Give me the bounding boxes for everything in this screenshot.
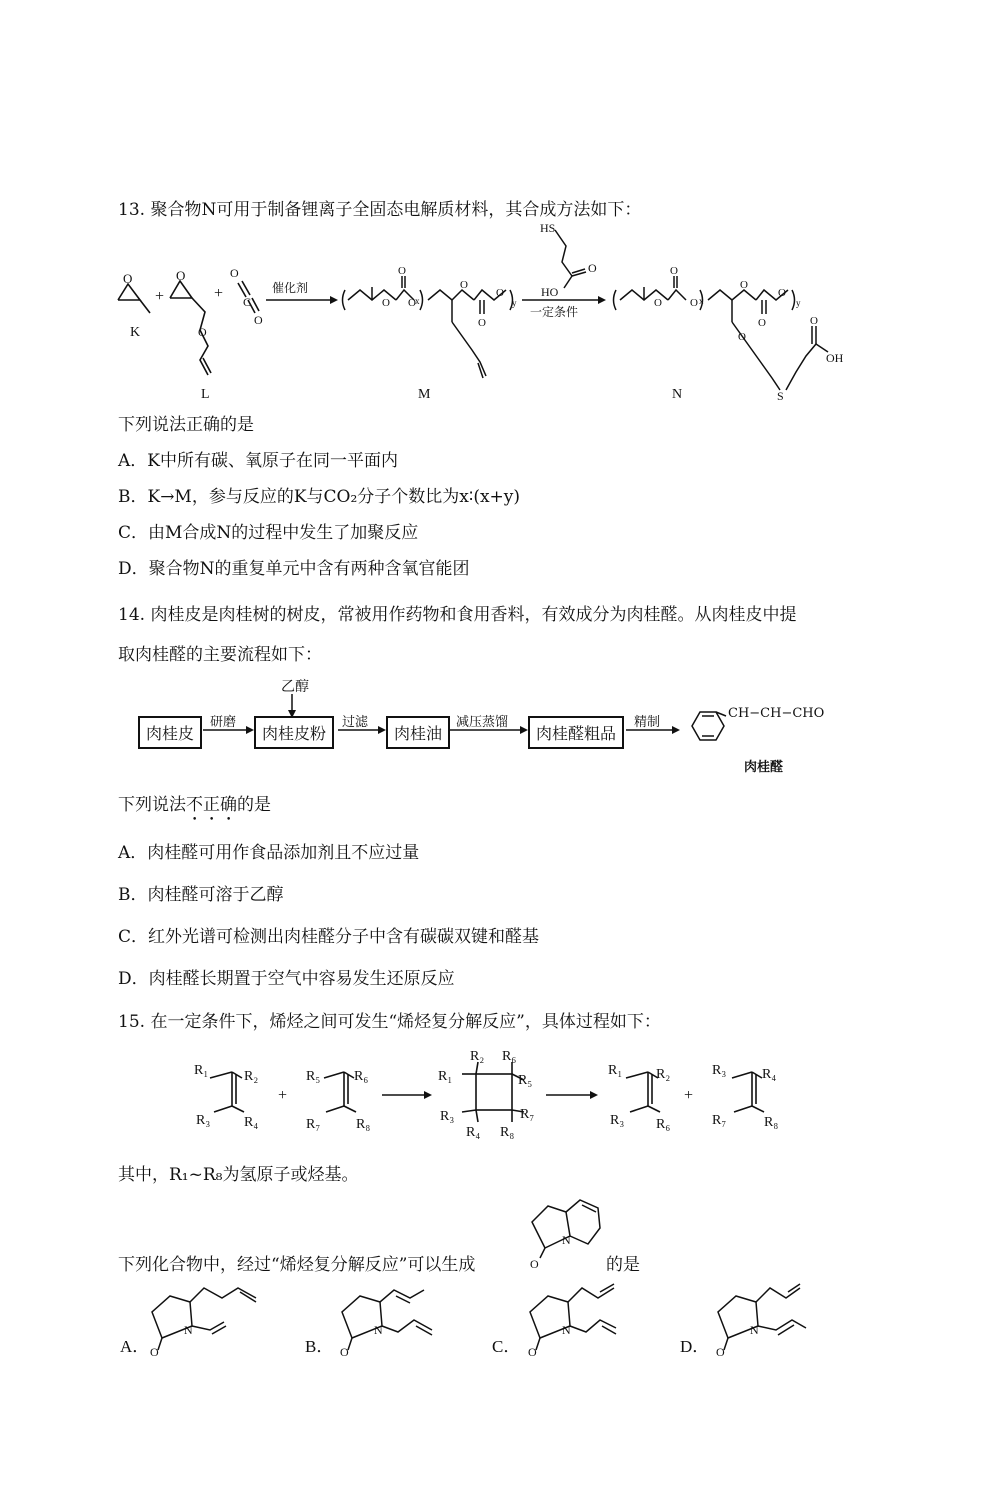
svg-text:O: O [528,1345,537,1359]
svg-text:R₂: R₂ [244,1069,259,1084]
svg-text:O: O [670,265,678,277]
svg-text:R₈: R₈ [356,1117,371,1132]
option-a-label: A． [120,1337,150,1356]
svg-text:R₇: R₇ [306,1117,321,1132]
q14-stem-line2: 取肉桂醛的主要流程如下： [118,645,322,665]
cinnamaldehyde-formula: CH−CH−CHO [728,706,825,721]
q14-option-a: A．肉桂醛可用作食品添加剂且不应过量 [118,843,420,863]
q15-question: 下列化合物中，经过“烯烃复分解反应”可以生成 [118,1255,476,1275]
svg-text:y: y [512,298,517,308]
svg-text:R₂: R₂ [656,1067,671,1082]
svg-text:O: O [340,1345,349,1359]
svg-text:R₁: R₁ [194,1063,209,1078]
q14-stem-line1: 14. 肉桂皮是肉桂树的树皮，常被用作药物和食用香料，有效成分为肉桂醛。从肉桂皮中提 [118,605,797,625]
svg-text:O: O [496,287,504,299]
svg-text:O: O [460,279,468,291]
svg-text:R₃: R₃ [610,1113,625,1128]
q15-stem: 15. 在一定条件下，烯烃之间可发生“烯烃复分解反应”，具体过程如下： [118,1012,661,1032]
svg-text:R₇: R₇ [520,1107,535,1122]
svg-text:O: O [408,297,416,309]
svg-text:N: N [184,1323,193,1337]
q14-option-b: B．肉桂醛可溶于乙醇 [118,885,284,905]
emphasis-not-correct: 不正确 [186,795,237,815]
svg-text:R₅: R₅ [518,1073,533,1088]
svg-text:O: O [176,268,186,283]
svg-text:N: N [562,1233,571,1247]
svg-text:R₄: R₄ [762,1067,777,1082]
svg-text:O: O [810,315,818,327]
arrow-label-refine: 精制 [634,715,661,730]
svg-text:HS: HS [540,221,556,235]
catalyst-label: 催化剂 [272,281,309,295]
plus-2: + [214,285,224,302]
svg-text:O: O [738,331,746,343]
svg-text:O: O [716,1345,725,1359]
svg-text:y: y [796,298,801,308]
svg-text:R₁: R₁ [608,1063,623,1078]
svg-text:R₃: R₃ [196,1113,211,1128]
condition-label: 一定条件 [530,305,579,319]
q13-stem: 13. 聚合物N可用于制备锂离子全固态电解质材料，其合成方法如下： [118,200,642,220]
arrow-label-filter: 过滤 [342,715,369,730]
svg-text:x: x [415,296,420,306]
svg-text:O: O [588,261,597,275]
ethanol-label: 乙醇 [281,679,309,695]
flow-box-cinnamon-oil: 肉桂油 [386,716,450,749]
svg-text:R₄: R₄ [466,1125,481,1140]
svg-text:R₇: R₇ [712,1113,727,1128]
option-b-label: B． [305,1337,334,1356]
q15-question-suffix: 的是 [606,1255,640,1275]
label-L: L [201,387,210,402]
svg-text:O: O [254,313,263,327]
svg-text:O: O [740,279,748,291]
svg-text:O: O [198,325,207,339]
label-OH: OH [826,351,844,365]
q13-option-c: C．由M合成N的过程中发生了加聚反应 [118,523,419,543]
label-K: K [130,325,141,340]
flow-box-cinnamon-powder: 肉桂皮粉 [254,716,334,749]
svg-text:O: O [478,317,486,329]
flow-box-cinnamon-bark: 肉桂皮 [138,716,202,749]
q15-note: 其中，R₁~R₈为氢原子或烃基。 [118,1165,359,1185]
arrow-label-distill: 减压蒸馏 [456,715,509,730]
svg-text:R₃: R₃ [712,1063,727,1078]
plus-1: + [155,288,165,305]
svg-text:R₄: R₄ [244,1115,259,1130]
svg-text:R₆: R₆ [656,1117,671,1132]
svg-text:R₅: R₅ [306,1069,321,1084]
svg-text:O: O [382,297,390,309]
svg-text:+: + [278,1087,288,1104]
svg-text:R₁: R₁ [438,1069,453,1084]
cinnamaldehyde-label: 肉桂醛 [744,760,784,775]
svg-text:C: C [243,295,252,309]
option-c-label: C． [492,1337,521,1356]
label-N: N [672,387,683,402]
svg-text:N: N [562,1323,571,1337]
svg-text:O: O [530,1257,539,1271]
q13-option-d: D．聚合物N的重复单元中含有两种含氧官能团 [118,559,470,579]
svg-text:N: N [750,1323,759,1337]
svg-text:R₈: R₈ [764,1115,779,1130]
svg-text:R₆: R₆ [354,1069,369,1084]
svg-text:x: x [699,296,704,306]
q14-option-d: D．肉桂醛长期置于空气中容易发生还原反应 [118,969,455,989]
svg-text:O: O [654,297,662,309]
flow-box-crude-product: 肉桂醛粗品 [528,716,624,749]
svg-text:N: N [374,1323,383,1337]
arrow-label-grind: 研磨 [210,715,237,730]
svg-text:O: O [150,1345,159,1359]
svg-text:O: O [230,266,239,280]
q13-option-a: A．K中所有碳、氧原子在同一平面内 [118,451,398,471]
svg-text:+: + [684,1087,694,1104]
svg-text:R₈: R₈ [500,1125,515,1140]
svg-text:R₂: R₂ [470,1049,485,1064]
k-oxygen-atom: O [123,271,133,286]
q14-option-c: C．红外光谱可检测出肉桂醛分子中含有碳碳双键和醛基 [118,927,540,947]
q13-option-b: B．K→M，参与反应的K与CO₂分子个数比为x∶(x+y) [118,487,521,507]
svg-text:R₆: R₆ [502,1049,517,1064]
svg-text:R₃: R₃ [440,1109,455,1124]
svg-text:O: O [690,297,698,309]
option-d-label: D． [680,1337,710,1356]
q13-question: 下列说法正确的是 [118,415,254,435]
q14-question: 下列说法不正确的是 [118,795,271,815]
svg-text:HO: HO [541,285,559,299]
svg-text:O: O [398,265,406,277]
label-M: M [418,387,431,402]
svg-text:O: O [758,317,766,329]
svg-text:O: O [778,287,786,299]
svg-text:S: S [777,389,784,403]
